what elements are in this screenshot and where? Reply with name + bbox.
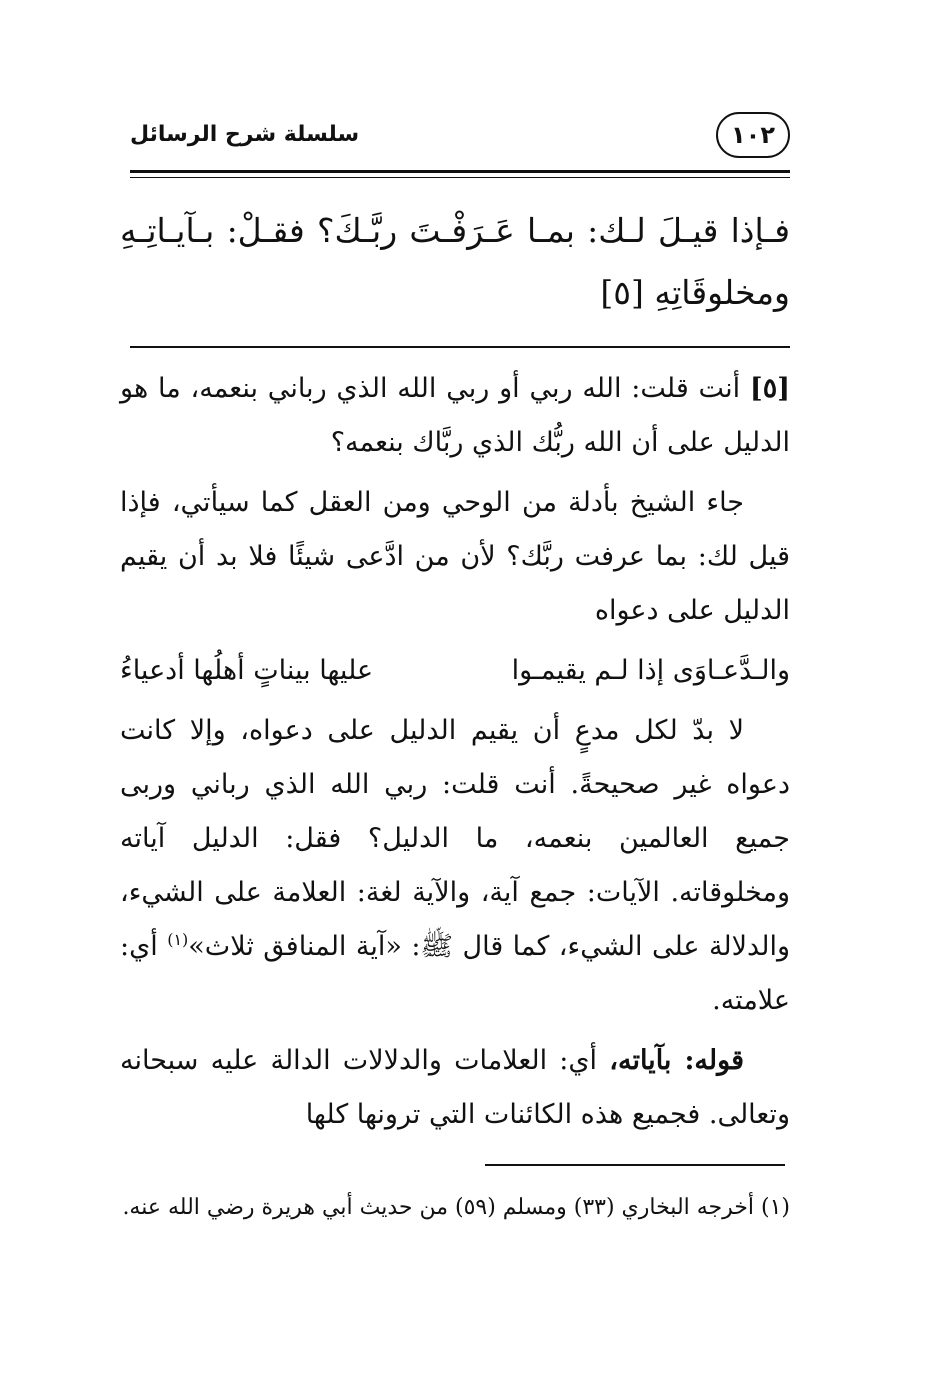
header-rule-thin <box>130 177 790 178</box>
paragraph-3-lead: قوله: بآياته، <box>609 1045 744 1076</box>
series-title: سلسلة شرح الرسائل <box>130 122 360 147</box>
paragraph-2-tail: أي: علامته. <box>120 931 790 1016</box>
poem-hemistich-1: والـدَّعـاوَى إذا لـم يقيمـوا <box>511 655 790 686</box>
page-header <box>130 112 790 172</box>
footnote-divider <box>485 1164 785 1166</box>
note-paragraph <box>120 362 790 470</box>
note-marker: [٥] <box>749 373 790 404</box>
paragraph-2 <box>120 704 790 1028</box>
commentary <box>120 362 790 1148</box>
footnote-1: (١) أخرجه البخاري (٣٣) ومسلم (٥٩) من حديث أبي هريرة رضي الله عنه. <box>122 1195 790 1220</box>
matn-divider <box>130 346 790 348</box>
poem-verse <box>120 644 790 698</box>
matn-text: فـإذا قيـلَ لـك: بمـا عَـرَفْـتَ ربَّـكَ؟ فقـلْ: بـآيـاتِـهِ ومخلوقَاتِهِ [٥] <box>120 211 790 312</box>
header-rule-thick <box>130 170 790 173</box>
paragraph-3 <box>120 1034 790 1142</box>
paragraph-3-text: أي: العلامات والدلالات الدالة عليه سبحانه وتعالى. فجميع هذه الكائنات التي ترونها كلها <box>120 1045 790 1130</box>
note-text: أنت قلت: الله ربي أو ربي الله الذي رباني بنعمه، ما هو الدليل على أن الله ربُّك الذي ربَّاك بنعمه؟ <box>120 373 790 458</box>
poem-hemistich-2: عليها بيناتٍ أهلُها أدعياءُ <box>120 655 374 686</box>
paragraph-2-main: لا بدّ لكل مدعٍ أن يقيم الدليل على دعواه، وإلا كانت دعواه غير صحيحةً. أنت قلت: ربي الله الذي رباني وربى جميع العالمين بنعمه، ما الدليل؟ فقل: الدليل آياته ومخلوقاته. الآيات: جمع آية، والآية لغة: العلامة على الشيء، والدلالة على الشيء، كما قال ﷺ: «آية المنافق ثلاث» <box>120 715 790 962</box>
page-number: ١٠٢ <box>716 112 790 158</box>
footnote-reference[interactable]: (١) <box>167 930 189 949</box>
paragraph-1: جاء الشيخ بأدلة من الوحي ومن العقل كما سيأتي، فإذا قيل لك: بما عرفت ربَّك؟ لأن من ادَّعى شيئًا فلا بد أن يقيم الدليل على دعواه <box>120 487 790 626</box>
